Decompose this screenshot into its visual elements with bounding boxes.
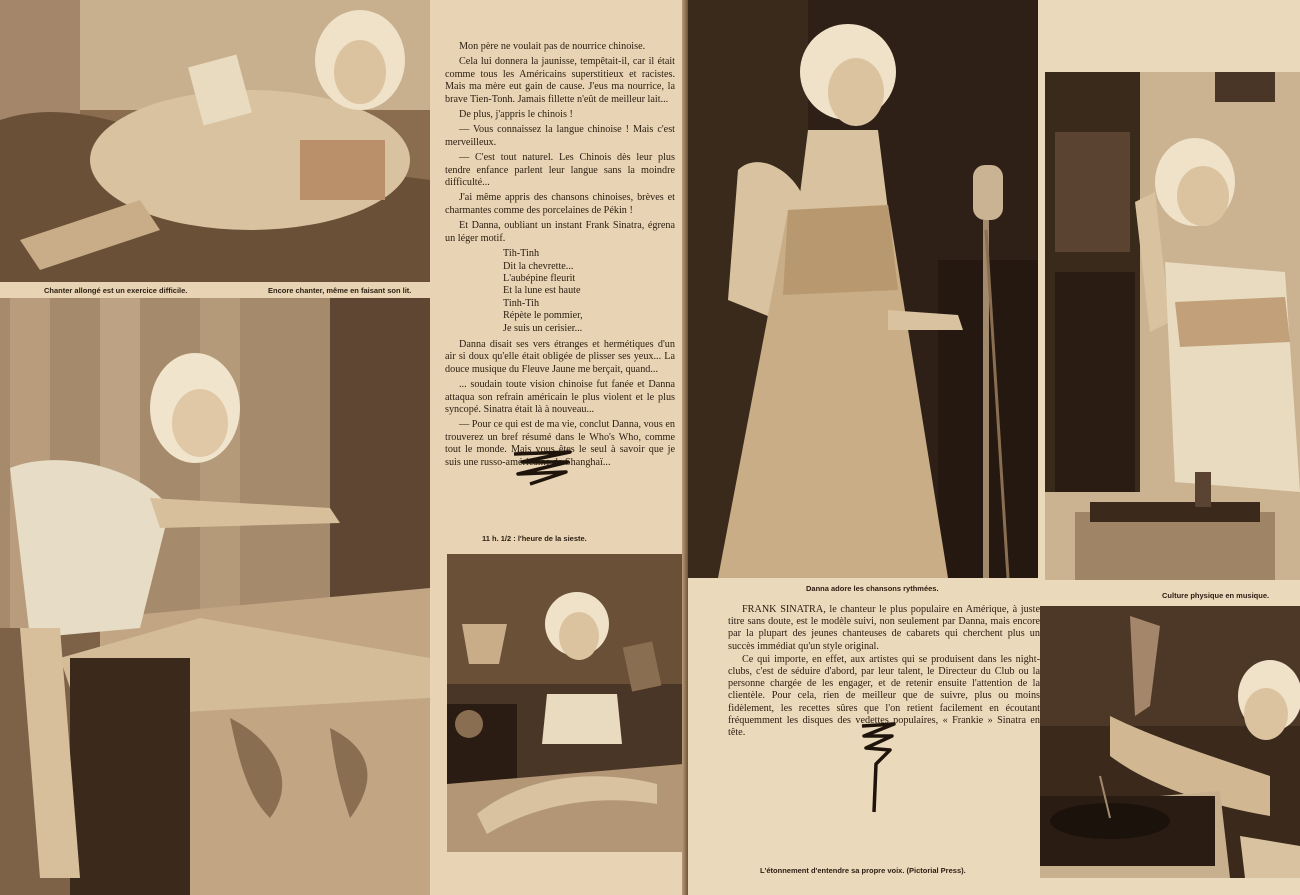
photo-making-bed-image: [0, 298, 430, 895]
photo-sieste: [447, 554, 683, 852]
poem-line: Dit la chevrette...: [503, 260, 574, 272]
poem-line: Répète le pommier,: [503, 310, 583, 322]
body-paragraph: FRANK SINATRA, le chanteur le plus populaire en Amérique, à juste titre sans doute, est le modèle suivi, non seulement par Danna, mais encore par la plupart des jeunes chanteuses de cabarets qui cherchent plus un succès immédiat qu'un style original.: [728, 604, 1040, 652]
photo-making-bed: [0, 298, 430, 895]
decorative-end-mark: [858, 720, 898, 815]
article-paragraph: ... soudain toute vision chinoise fut fanée et Danna attaqua son refrain américain le plus violent et le plus syncopé. Sinatra était là à nouveau...: [445, 379, 675, 415]
article-paragraph: — Vous connaissez la langue chinoise ! Mais c'est merveilleux.: [445, 124, 675, 148]
photo-singer-microphone: [688, 0, 1038, 578]
poem-line: L'aubépine fleurit: [503, 272, 576, 284]
article-paragraph: De plus, j'appris le chinois !: [459, 109, 573, 121]
photo-etonnement-image: [1040, 606, 1300, 878]
photo-etonnement: [1040, 606, 1300, 878]
article-paragraph: Et Danna, oubliant un instant Frank Sinatra, égrena un léger motif.: [445, 220, 675, 244]
photo-singer-microphone-image: [688, 0, 1038, 578]
poem-line: Je suis un cerisier...: [503, 322, 583, 334]
article-paragraph: J'ai même appris des chansons chinoises, brèves et charmantes comme des porcelaines de Pékin !: [445, 192, 675, 216]
article-end-mark: [508, 448, 576, 488]
caption-sieste: 11 h. 1/2 : l'heure de la sieste.: [482, 534, 587, 543]
caption-top-left: Chanter allongé est un exercice difficile.: [44, 286, 188, 295]
caption-top-right: Encore chanter, même en faisant son lit.: [268, 286, 412, 295]
caption-etonnement: L'étonnement d'entendre sa propre voix. (Pictorial Press).: [760, 866, 966, 875]
poem-line: Tinh-Tih: [503, 297, 540, 309]
photo-culture-physique-image: [1045, 72, 1300, 580]
article-paragraph: Danna disait ses vers étranges et hermétiques d'un air si doux qu'elle était obligée de plisser ses yeux... La douce musique du Fleuve Jaune me berçait, quand...: [445, 338, 675, 375]
photo-culture-physique: [1045, 72, 1300, 580]
caption-danna: Danna adore les chansons rythmées.: [806, 584, 939, 593]
body-paragraph: Ce qui importe, en effet, aux artistes qui se produisent dans les night-clubs, c'est de séduire d'abord, par leur talent, le Directeur du Club ou la personne chargée de les engager, et de retenir ensuite l'attention de la clientèle. Pour cela, rien de meilleur que de suivre, plus ou moins fidèlement, les recettes sûres que l'on retient facilement en écoutant fréquemment les disques des vedettes populaires, « Frankie » Sinatra en tête.: [728, 653, 1040, 739]
poem-line: Tih-Tinh: [503, 248, 540, 260]
right-page: [688, 0, 1300, 895]
photo-reclining-singer-image: [0, 0, 430, 282]
article-paragraph: Cela lui donnera la jaunisse, tempêtait-il, car il était comme tous les Américains superstitieux et racistes. Mais ma mère eut gain de cause. J'eus ma nourrice, la brave Tien-Tonh. Jamais fillette n'eût de meilleur lait...: [445, 56, 675, 105]
poem-line: Et la lune est haute: [503, 285, 581, 297]
photo-sieste-image: [447, 554, 683, 852]
poem: [503, 248, 675, 335]
article-text: [445, 41, 675, 472]
caption-culture: Culture physique en musique.: [1162, 591, 1270, 600]
article-paragraph: — Pour ce qui est de ma vie, conclut Danna, vous en trouverez un bref résumé dans le Who's Who, comme tout le monde. Mais vous êtes le seul à savoir que je suis une russo-américaine de Shanghaï...: [445, 419, 675, 468]
article-paragraph: Mon père ne voulait pas de nourrice chinoise.: [459, 41, 646, 52]
article-paragraph: — C'est tout naturel. Les Chinois dès leur plus tendre enfance parlent leur langue sans la moindre difficulté...: [445, 152, 675, 189]
photo-reclining-singer: [0, 0, 430, 282]
